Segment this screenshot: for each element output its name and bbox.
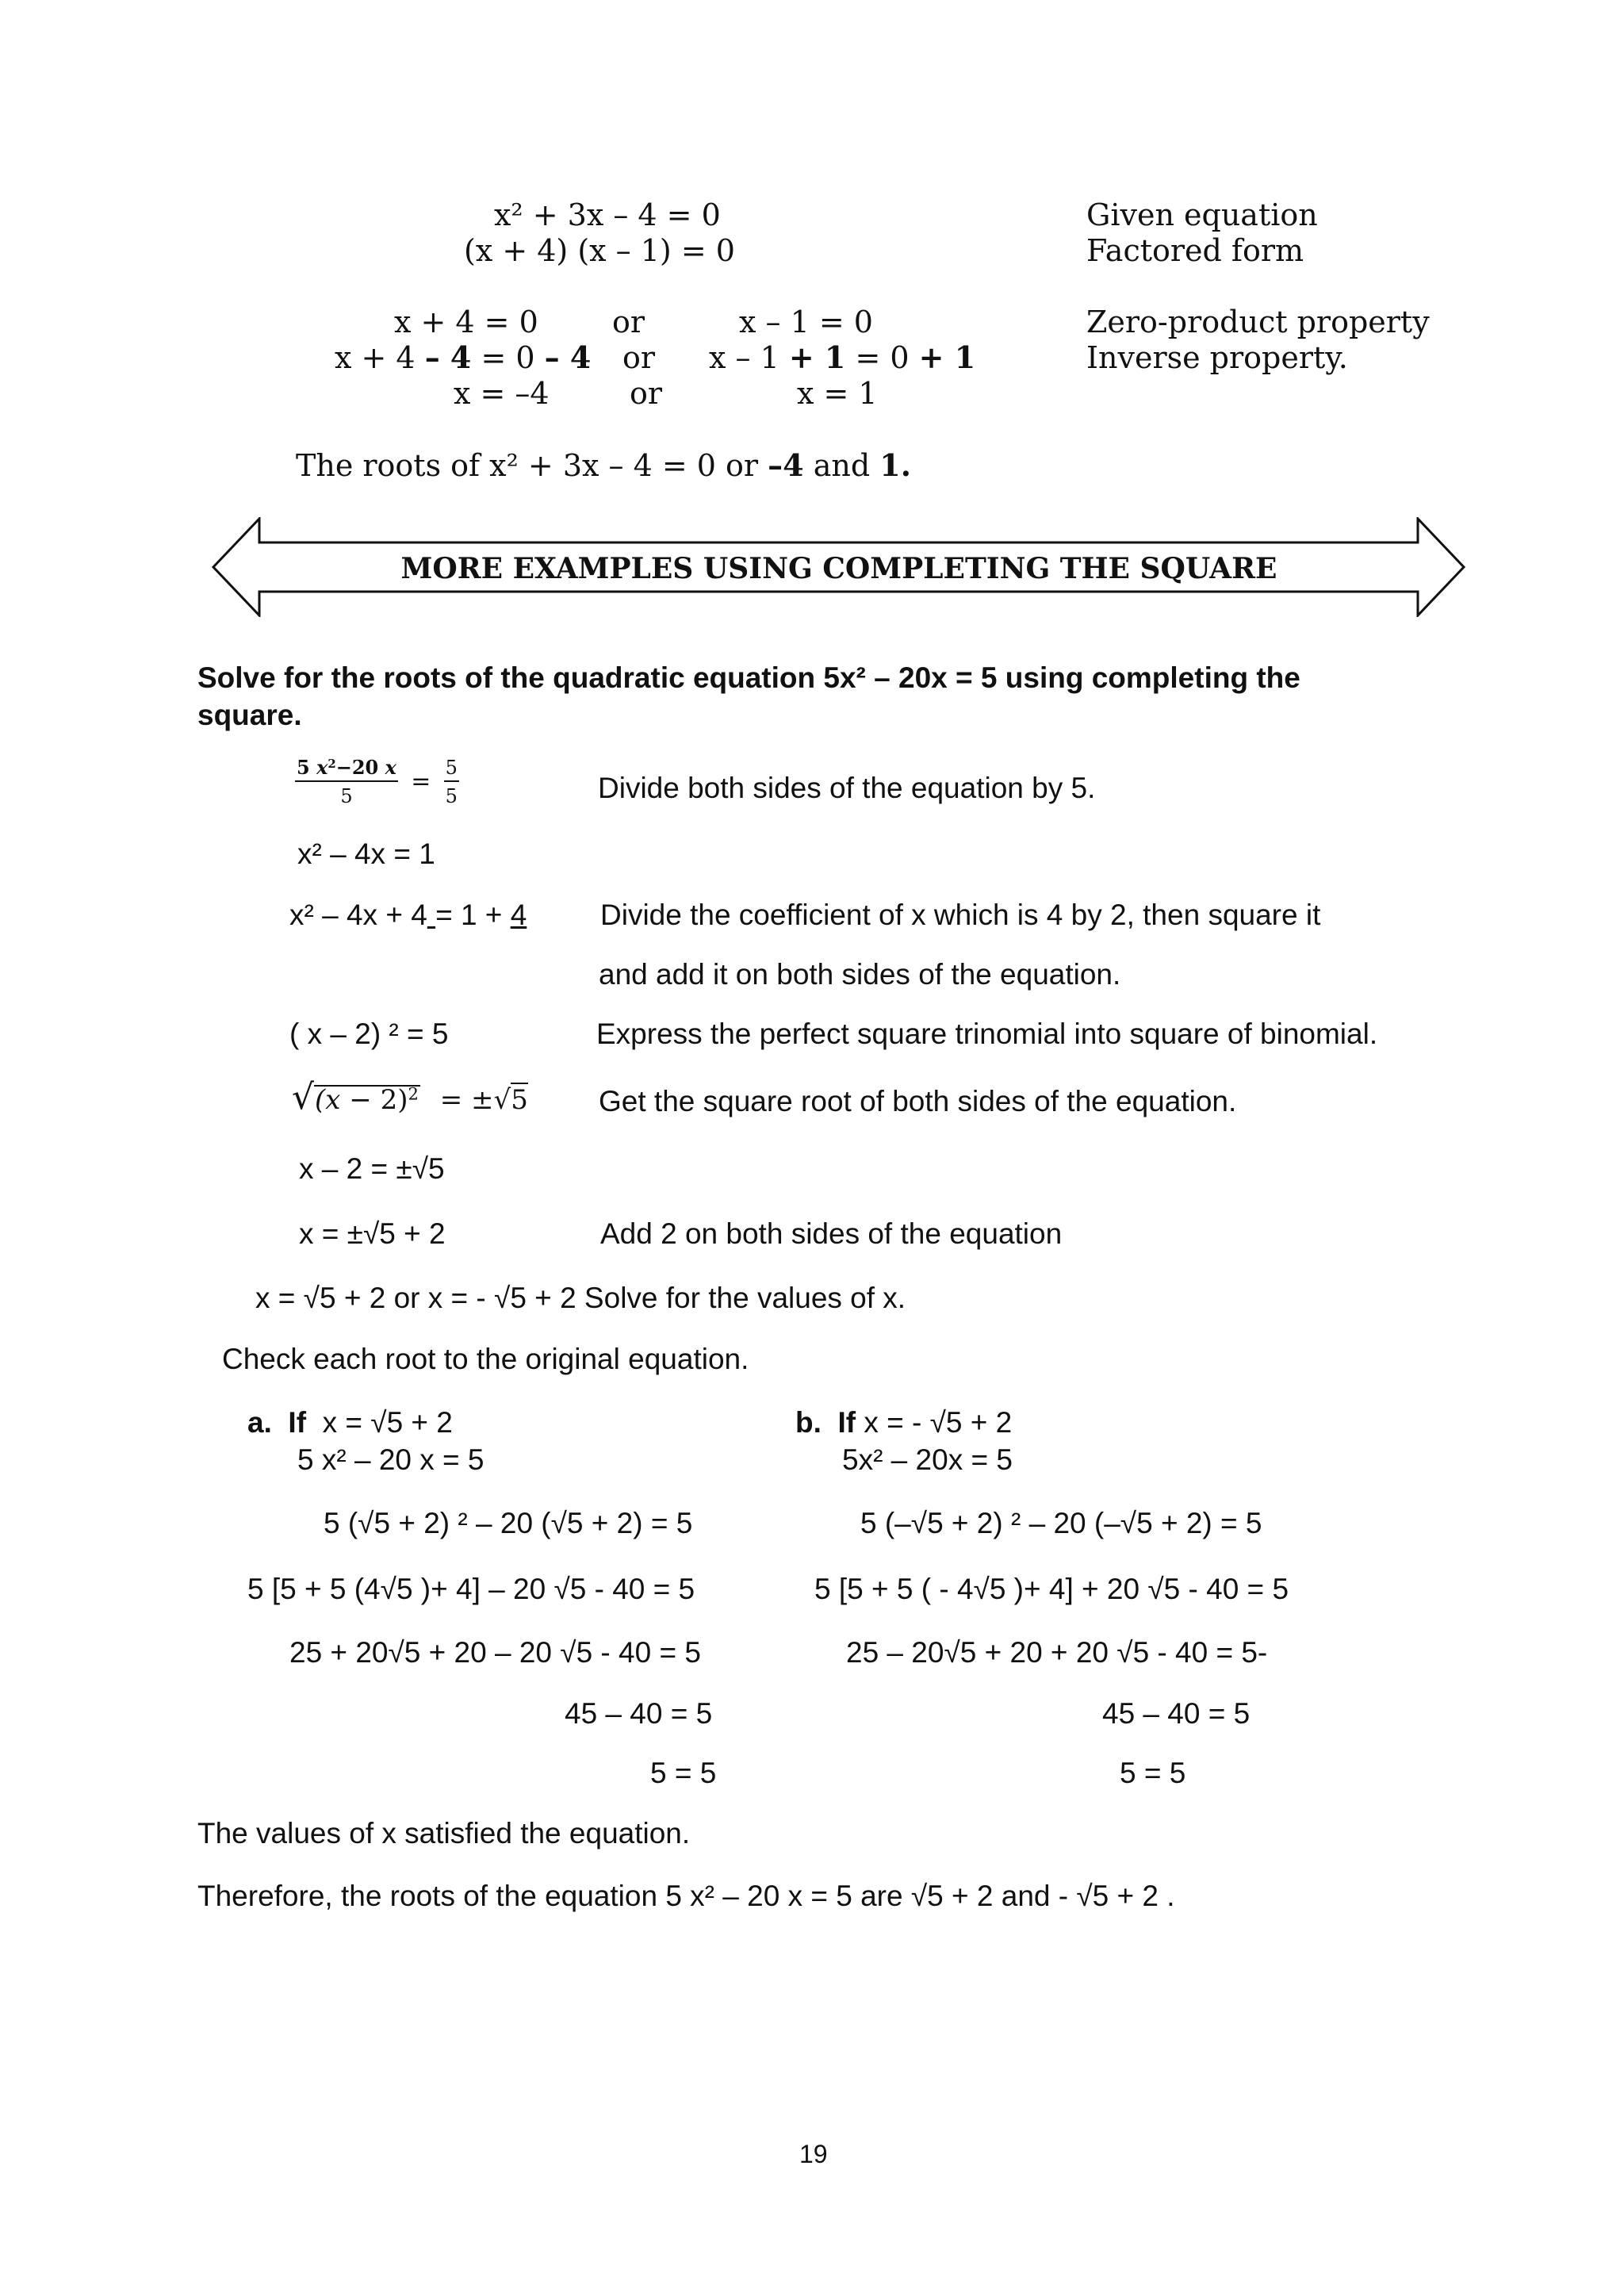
check-a-line-1: 5 (√5 + 2) ² – 20 (√5 + 2) = 5 xyxy=(324,1507,693,1539)
solution-right: x = 1 xyxy=(797,376,878,411)
check-b-line-4: 45 – 40 = 5 xyxy=(1102,1697,1251,1730)
check-b-equation: 5x² – 20x = 5 xyxy=(842,1443,1013,1476)
check-b-line-1: 5 (–√5 + 2) ² – 20 (–√5 + 2) = 5 xyxy=(860,1507,1262,1539)
sqrt-symbol: $√(x - 2)^2$ xyxy=(292,1077,419,1117)
section-banner xyxy=(212,517,1466,617)
step-complete-square: x² – 4x + 4 = 1 + 4 xyxy=(289,899,527,931)
problem-line-2: square. xyxy=(197,699,302,731)
step-add-two-note: Add 2 on both sides of the equation xyxy=(600,1217,1063,1250)
check-a-line-4: 45 – 40 = 5 xyxy=(565,1697,713,1730)
zero-product-note: Zero-product property xyxy=(1086,305,1430,339)
solve-values: x = √5 + 2 or x = - √5 + 2 Solve for the values of x. xyxy=(255,1282,906,1314)
step-add-two: x = ±√5 + 2 xyxy=(299,1217,446,1250)
page-number: 19 xyxy=(799,2140,828,2168)
or-2: or xyxy=(622,340,656,375)
check-intro: Check each root to the original equation. xyxy=(222,1343,749,1375)
step-complete-square-note-2: and add it on both sides of the equation. xyxy=(599,958,1121,991)
step-divide-note: Divide both sides of the equation by 5. xyxy=(598,772,1096,804)
roots-statement: The roots of x² + 3x – 4 = 0 or –4 and 1. xyxy=(296,447,911,483)
given-equation: x² + 3x – 4 = 0 xyxy=(494,197,721,232)
inverse-left: x + 4 – 4 = 0 – 4 xyxy=(335,339,592,375)
check-b-line-3: 25 – 20√5 + 20 + 20 √5 - 40 = 5- xyxy=(846,1636,1268,1669)
check-a-equation: 5 x² – 20 x = 5 xyxy=(297,1443,485,1476)
check-a-line-3: 25 + 20√5 + 20 – 20 √5 - 40 = 5 xyxy=(289,1636,701,1669)
factored-equation: (x + 4) (x – 1) = 0 xyxy=(464,233,735,268)
or-3: or xyxy=(630,376,663,411)
step-square-root: $√(x - 2)^2 = \pm√5$ xyxy=(292,1077,528,1117)
zero-product-right: x – 1 = 0 xyxy=(739,305,873,339)
step-simplified: x² – 4x = 1 xyxy=(297,838,435,870)
given-equation-note: Given equation xyxy=(1086,197,1318,232)
check-a-line-5: 5 = 5 xyxy=(650,1757,717,1789)
step-square-root-note: Get the square root of both sides of the equation. xyxy=(599,1085,1237,1117)
solution-left: x = –4 xyxy=(454,376,550,411)
check-b-line-2: 5 [5 + 5 ( - 4√5 )+ 4] + 20 √5 - 40 = 5 xyxy=(814,1573,1289,1605)
factored-note: Factored form xyxy=(1086,233,1304,268)
check-a-header: a. If x = √5 + 2 xyxy=(247,1406,453,1439)
check-b-header: b. If x = - √5 + 2 xyxy=(795,1406,1013,1439)
conclusion-roots: Therefore, the roots of the equation 5 x² – 20 x = 5 are √5 + 2 and - √5 + 2 . xyxy=(197,1880,1175,1912)
banner-title: MORE EXAMPLES USING COMPLETING THE SQUARE xyxy=(400,552,1277,585)
step-complete-square-note-1: Divide the coefficient of x which is 4 by 2, then square it xyxy=(600,899,1321,931)
inverse-note: Inverse property. xyxy=(1086,340,1348,375)
check-a-line-2: 5 [5 + 5 (4√5 )+ 4] – 20 √5 - 40 = 5 xyxy=(247,1573,695,1605)
step-divide-expression: $\frac{5 x^2-20 x}{5}$ = $\frac{5}{5}$ xyxy=(297,756,458,807)
conclusion-satisfied: The values of x satisfied the equation. xyxy=(197,1817,691,1849)
check-b-line-5: 5 = 5 xyxy=(1120,1757,1186,1789)
zero-product-left: x + 4 = 0 xyxy=(394,305,538,339)
step-binomial-note: Express the perfect square trinomial into square of binomial. xyxy=(596,1018,1378,1050)
inverse-right: x – 1 + 1 = 0 + 1 xyxy=(709,339,976,375)
step-binomial: ( x – 2) ² = 5 xyxy=(289,1018,449,1050)
or-1: or xyxy=(612,305,645,339)
problem-line-1: Solve for the roots of the quadratic equation 5x² – 20x = 5 using completing the xyxy=(197,661,1300,694)
step-isolate: x – 2 = ±√5 xyxy=(299,1152,445,1185)
